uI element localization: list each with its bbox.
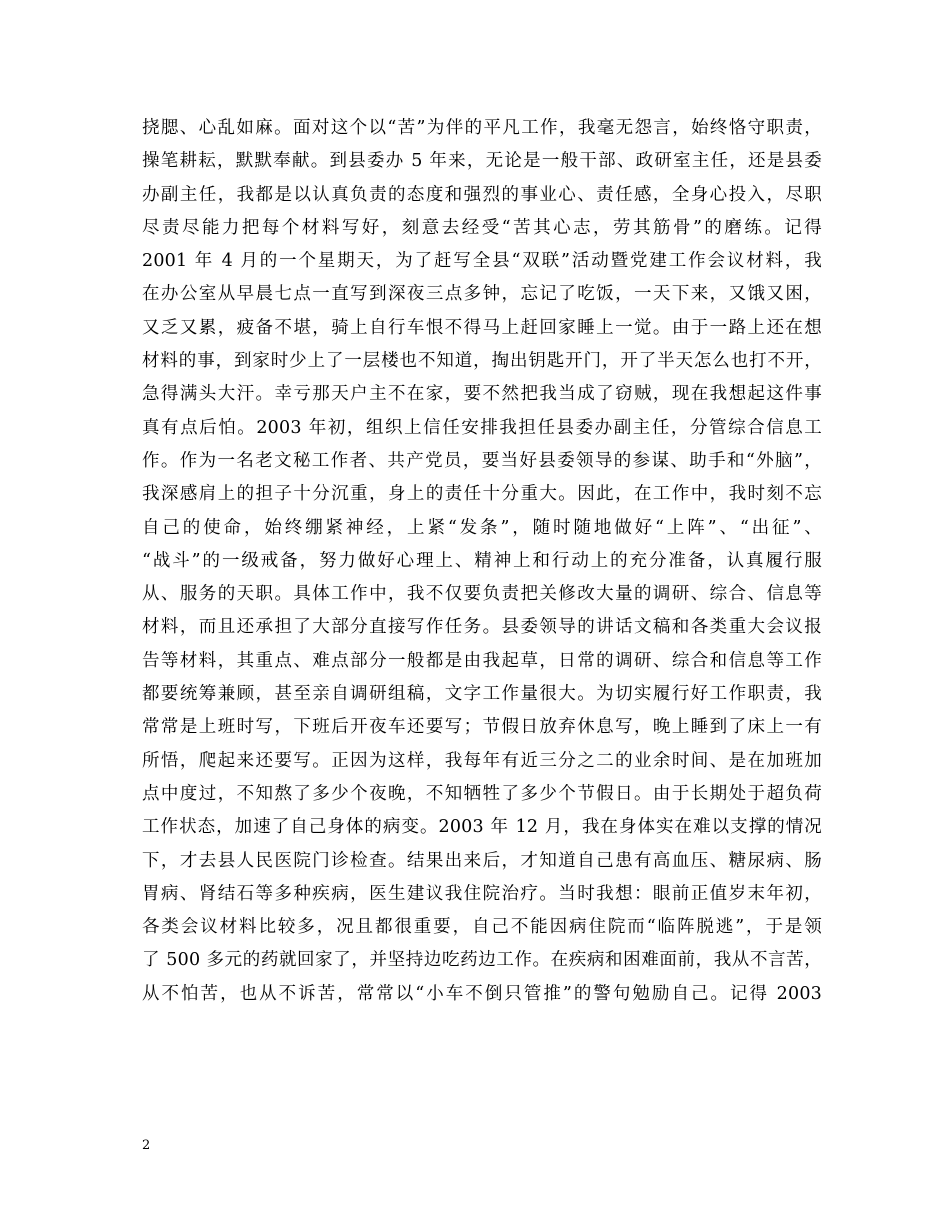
body-text — [142, 112, 822, 1011]
text-line: 又乏又累，疲备不堪，骑上自行车恨不得马上赶回家睡上一觉。由于一路上还在想 — [142, 317, 822, 338]
text-line: 点中度过，不知熬了多少个夜晚，不知牺牲了多少个节假日。由于长期处于超负荷 — [142, 783, 822, 804]
text-line: 挠腮、心乱如麻。面对这个以“苦”为伴的平凡工作，我毫无怨言，始终恪守职责， — [142, 118, 822, 138]
text-line: 工作状态，加速了自己身体的病变。2003 年 12 月，我在身体实在难以支撑的情况 — [142, 817, 822, 838]
text-line: 我深感肩上的担子十分沉重，身上的责任十分重大。因此，在工作中，我时刻不忘 — [142, 484, 822, 505]
text-line: 自己的使命，始终绷紧神经，上紧“发条”，随时随地做好“上阵”、“出征”、 — [142, 517, 822, 538]
text-line: 尽责尽能力把每个材料写好，刻意去经受“苦其心志，劳其筋骨”的磨练。记得 — [142, 217, 822, 238]
text-line: 了 500 多元的药就回家了，并坚持边吃药边工作。在疾病和困难面前，我从不言苦， — [142, 950, 822, 971]
text-line: 常常是上班时写，下班后开夜车还要写；节假日放弃休息写，晚上睡到了床上一有 — [142, 717, 822, 738]
text-line: 操笔耕耘，默默奉献。到县委办 5 年来，无论是一般干部、政研室主任，还是县委 — [142, 151, 822, 172]
text-line: 作。作为一名老文秘工作者、共产党员，要当好县委领导的参谋、助手和“外脑”， — [142, 450, 822, 471]
text-line: 急得满头大汗。幸亏那天户主不在家，要不然把我当成了窃贼，现在我想起这件事 — [142, 384, 822, 405]
text-line: “战斗”的一级戒备，努力做好心理上、精神上和行动上的充分准备，认真履行服 — [142, 550, 822, 571]
text-line: 真有点后怕。2003 年初，组织上信任安排我担任县委办副主任，分管综合信息工 — [142, 417, 822, 438]
page-number: 2 — [142, 1138, 151, 1153]
text-line: 在办公室从早晨七点一直写到深夜三点多钟，忘记了吃饭，一天下来，又饿又困， — [142, 284, 822, 305]
text-line: 从不怕苦，也从不诉苦，常常以“小车不倒只管推”的警句勉励自己。记得 2003 — [142, 983, 822, 1004]
text-line: 2001 年 4 月的一个星期天，为了赶写全县“双联”活动暨党建工作会议材料，我 — [142, 251, 822, 272]
text-line: 都要统筹兼顾，甚至亲自调研组稿，文字工作量很大。为切实履行好工作职责，我 — [142, 684, 822, 705]
text-line: 下，才去县人民医院门诊检查。结果出来后，才知道自己患有高血压、糖尿病、肠 — [142, 850, 822, 871]
text-line: 材料，而且还承担了大部分直接写作任务。县委领导的讲话文稿和各类重大会议报 — [142, 617, 822, 638]
text-line: 各类会议材料比较多，况且都很重要，自己不能因病住院而“临阵脱逃”，于是领 — [142, 917, 822, 938]
text-line: 从、服务的天职。具体工作中，我不仅要负责把关修改大量的调研、综合、信息等 — [142, 584, 822, 605]
text-line: 材料的事，到家时少上了一层楼也不知道，掏出钥匙开门，开了半天怎么也打不开， — [142, 351, 822, 372]
text-line: 胃病、肾结石等多种疾病，医生建议我住院治疗。当时我想：眼前正值岁末年初， — [142, 883, 822, 904]
text-line: 所悟，爬起来还要写。正因为这样，我每年有近三分之二的业余时间、是在加班加 — [142, 750, 822, 771]
text-line: 告等材料，其重点、难点部分一般都是由我起草，日常的调研、综合和信息等工作 — [142, 650, 822, 671]
text-line: 办副主任，我都是以认真负责的态度和强烈的事业心、责任感，全身心投入，尽职 — [142, 184, 822, 205]
